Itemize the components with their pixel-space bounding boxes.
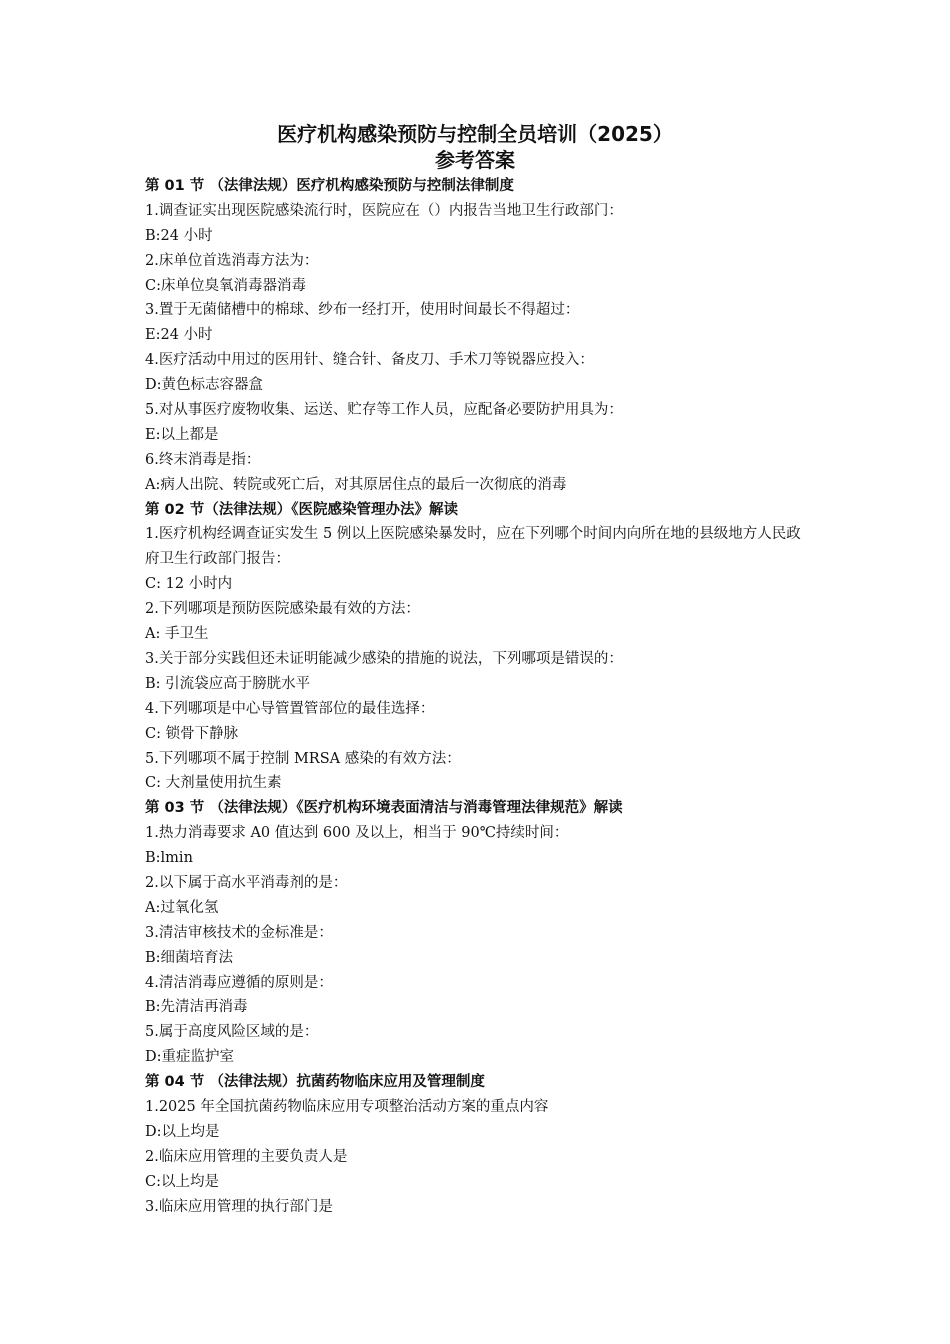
- question-line: 3.临床应用管理的执行部门是: [145, 1198, 333, 1215]
- document-subtitle: 参考答案: [435, 148, 515, 172]
- question-line: 4.下列哪项是中心导管置管部位的最佳选择：: [145, 700, 435, 717]
- answer-line: D:黄色标志容器盒: [145, 377, 264, 394]
- answer-line: C: 锁骨下静脉: [145, 725, 239, 742]
- question-line: 1.调查证实出现医院感染流行时，医院应在（）内报告当地卫生行政部门：: [145, 202, 623, 219]
- answer-line: C: 12 小时内: [145, 576, 233, 593]
- answer-line: A: 手卫生: [145, 626, 209, 643]
- question-line: 5.对从事医疗废物收集、运送、贮存等工作人员，应配备必要防护用具为：: [145, 402, 623, 419]
- answer-line: C: 大剂量使用抗生素: [145, 775, 282, 792]
- section-heading: 第 03 节 （法律法规）《医疗机构环境表面清洁与消毒管理法律规范》解读: [145, 800, 623, 817]
- question-line: 4.清洁消毒应遵循的原则是：: [145, 974, 333, 991]
- question-line: 3.清洁审核技术的金标准是：: [145, 924, 333, 941]
- question-line: 3.关于部分实践但还未证明能减少感染的措施的说法，下列哪项是错误的：: [145, 650, 623, 667]
- answer-line: B: 引流袋应高于膀胱水平: [145, 675, 311, 692]
- answer-line: E:以上都是: [145, 426, 219, 443]
- answer-line: C:以上均是: [145, 1173, 219, 1190]
- question-line: 2.床单位首选消毒方法为：: [145, 252, 319, 269]
- answer-line: A:过氧化氢: [145, 899, 219, 916]
- document-title: 医疗机构感染预防与控制全员培训（2025）: [277, 122, 673, 146]
- question-line: 5.下列哪项不属于控制 MRSA 感染的有效方法：: [145, 750, 461, 767]
- question-line: 2.下列哪项是预防医院感染最有效的方法：: [145, 601, 420, 618]
- question-line: 1.2025 年全国抗菌药物临床应用专项整治活动方案的重点内容: [145, 1098, 549, 1115]
- answer-line: C:床单位臭氧消毒器消毒: [145, 277, 306, 294]
- question-line: 1.热力消毒要求 A0 值达到 600 及以上，相当于 90℃持续时间：: [145, 825, 569, 842]
- answer-line: B:lmin: [145, 850, 193, 867]
- question-line: 2.以下属于高水平消毒剂的是：: [145, 874, 348, 891]
- answer-line: D:以上均是: [145, 1123, 220, 1140]
- document-body: [145, 174, 815, 1219]
- answer-line: D:重症监护室: [145, 1049, 235, 1066]
- section-heading: 第 01 节 （法律法规）医疗机构感染预防与控制法律制度: [145, 178, 514, 194]
- answer-line: A:病人出院、转院或死亡后，对其原居住点的最后一次彻底的消毒: [145, 476, 567, 493]
- question-line: 3.置于无菌储槽中的棉球、纱布一经打开，使用时间最长不得超过：: [145, 302, 580, 319]
- question-line: 1.医疗机构经调查证实发生 5 例以上医院感染暴发时，应在下列哪个时间内向所在地的县级地方人民政府卫生行政部门报告：: [145, 526, 801, 568]
- question-line: 4.医疗活动中用过的医用针、缝合针、备皮刀、手术刀等锐器应投入：: [145, 352, 594, 369]
- answer-line: E:24 小时: [145, 327, 213, 344]
- answer-line: B:细菌培育法: [145, 949, 234, 966]
- question-line: 2.临床应用管理的主要负责人是: [145, 1148, 348, 1165]
- question-line: 5.属于高度风险区域的是：: [145, 1024, 319, 1041]
- answer-line: B:先清洁再消毒: [145, 999, 248, 1016]
- section-heading: 第 04 节 （法律法规）抗菌药物临床应用及管理制度: [145, 1074, 485, 1091]
- section-heading: 第 02 节（法律法规）《医院感染管理办法》解读: [145, 501, 459, 518]
- question-line: 6.终末消毒是指：: [145, 451, 261, 468]
- answer-line: B:24 小时: [145, 227, 213, 244]
